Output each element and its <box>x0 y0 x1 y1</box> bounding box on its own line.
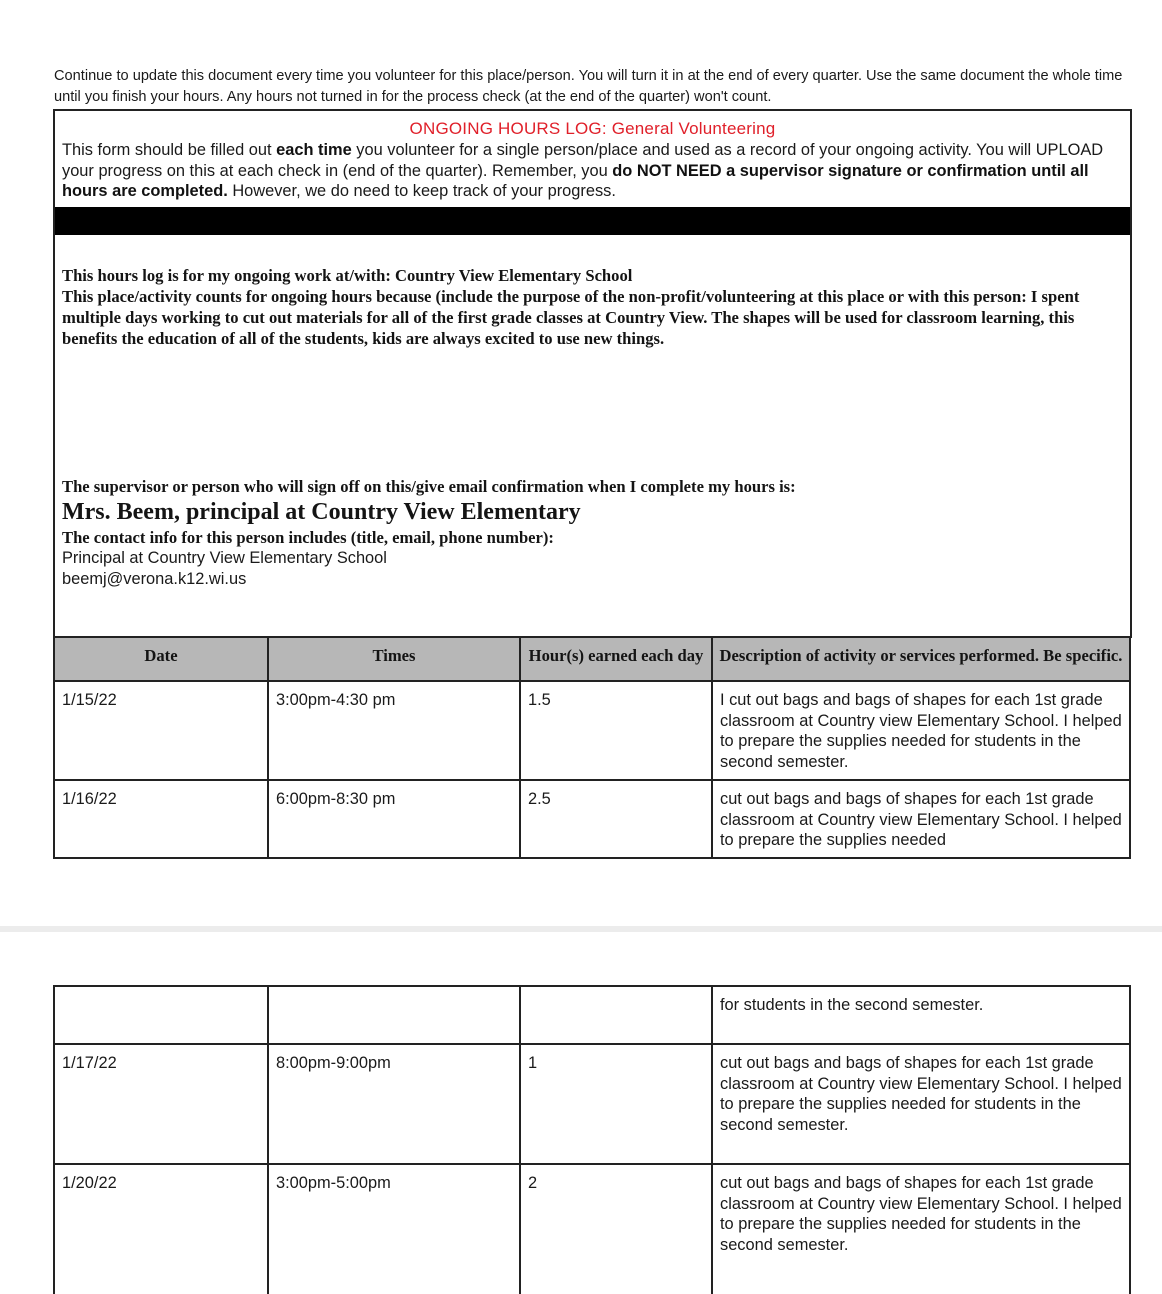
cell-description[interactable]: cut out bags and bags of shapes for each 1st grade classroom at Country view Elementary School. I helped to prepare the supplies needed for students in the second semester. <box>712 1164 1130 1294</box>
page-break <box>0 926 1162 932</box>
table-row <box>54 681 1130 780</box>
form-description <box>62 140 1123 202</box>
cell-times[interactable] <box>268 986 520 1044</box>
cell-date[interactable] <box>54 986 268 1044</box>
contact-title[interactable]: Principal at Country View Elementary School <box>62 549 387 567</box>
supervisor-name[interactable]: Mrs. Beem, principal at Country View Elementary <box>62 499 581 525</box>
table-header-row <box>54 637 1130 681</box>
cell-description[interactable]: cut out bags and bags of shapes for each 1st grade classroom at Country view Elementary School. I helped to prepare the supplies needed for students in the second semester. <box>712 1044 1130 1164</box>
form-title: ONGOING HOURS LOG: General Volunteering <box>409 119 776 138</box>
desc-text: you volunteer for a single person/place and used as a record of your ongoing activity. You will UPLOAD your progress on this at each check in (end of the quarter). Remember, you <box>62 141 1104 180</box>
supervisor-section <box>62 476 1124 589</box>
supervisor-label: The supervisor or person who will sign off on this/give email confirmation when I complete my hours is: <box>62 477 796 496</box>
cell-hours[interactable]: 2 <box>520 1164 712 1294</box>
cell-date[interactable]: 1/15/22 <box>54 681 268 780</box>
desc-text: This form should be filled out <box>62 141 277 159</box>
table-row <box>54 986 1130 1044</box>
cell-date[interactable]: 1/17/22 <box>54 1044 268 1164</box>
table-row <box>54 780 1130 858</box>
cell-hours[interactable] <box>520 986 712 1044</box>
header-hours: Hour(s) earned each day <box>520 637 712 681</box>
desc-text: However, we do need to keep track of your progress. <box>227 182 616 201</box>
desc-bold: each time <box>276 141 352 159</box>
table-row <box>54 1044 1130 1164</box>
cell-description[interactable]: for students in the second semester. <box>712 986 1130 1044</box>
cell-hours[interactable]: 2.5 <box>520 780 712 858</box>
cell-times[interactable]: 3:00pm-5:00pm <box>268 1164 520 1294</box>
cell-description[interactable]: cut out bags and bags of shapes for each 1st grade classroom at Country view Elementary School. I helped to prepare the supplies needed <box>712 780 1130 858</box>
cell-date[interactable]: 1/16/22 <box>54 780 268 858</box>
contact-label: The contact info for this person includes (title, email, phone number): <box>62 528 554 547</box>
cell-times[interactable]: 8:00pm-9:00pm <box>268 1044 520 1164</box>
ongoing-work-section <box>62 265 1124 349</box>
ongoing-work-field[interactable]: This hours log is for my ongoing work at/with: Country View Elementary School <box>62 266 633 285</box>
intro-instructions: Continue to update this document every time you volunteer for this place/person. You will turn it in at the end of every quarter. Use the same document the whole time until you finish your hours. Any hours not turned in for the process check (at the end of the quarter) won't count. <box>54 68 1123 105</box>
section-divider-bar <box>55 207 1130 235</box>
hours-table-page-2 <box>53 985 1131 1294</box>
header-date: Date <box>54 637 268 681</box>
contact-email[interactable]: beemj@verona.k12.wi.us <box>62 569 247 588</box>
header-description: Description of activity or services performed. Be specific. <box>712 637 1130 681</box>
cell-hours[interactable]: 1.5 <box>520 681 712 780</box>
table-row <box>54 1164 1130 1294</box>
hours-log-form <box>53 109 1132 638</box>
header-times: Times <box>268 637 520 681</box>
cell-times[interactable]: 3:00pm-4:30 pm <box>268 681 520 780</box>
cell-hours[interactable]: 1 <box>520 1044 712 1164</box>
cell-times[interactable]: 6:00pm-8:30 pm <box>268 780 520 858</box>
purpose-field[interactable]: This place/activity counts for ongoing hours because (include the purpose of the non-profit/volunteering at this place or with this person: I spent multiple days working to cut out materials for all of the first grade classes at Country View. The shapes will be used for classroom learning, this benefits the education of all of the students, kids are always excited to use new things. <box>62 287 1080 348</box>
cell-description[interactable]: I cut out bags and bags of shapes for each 1st grade classroom at Country view Elementary School. I helped to prepare the supplies needed for students in the second semester. <box>712 681 1130 780</box>
cell-date[interactable]: 1/20/22 <box>54 1164 268 1294</box>
hours-table-page-1 <box>53 636 1131 859</box>
desc-bold: do NOT NEED a supervisor signature or confirmation until all hours are completed. <box>62 161 1089 201</box>
